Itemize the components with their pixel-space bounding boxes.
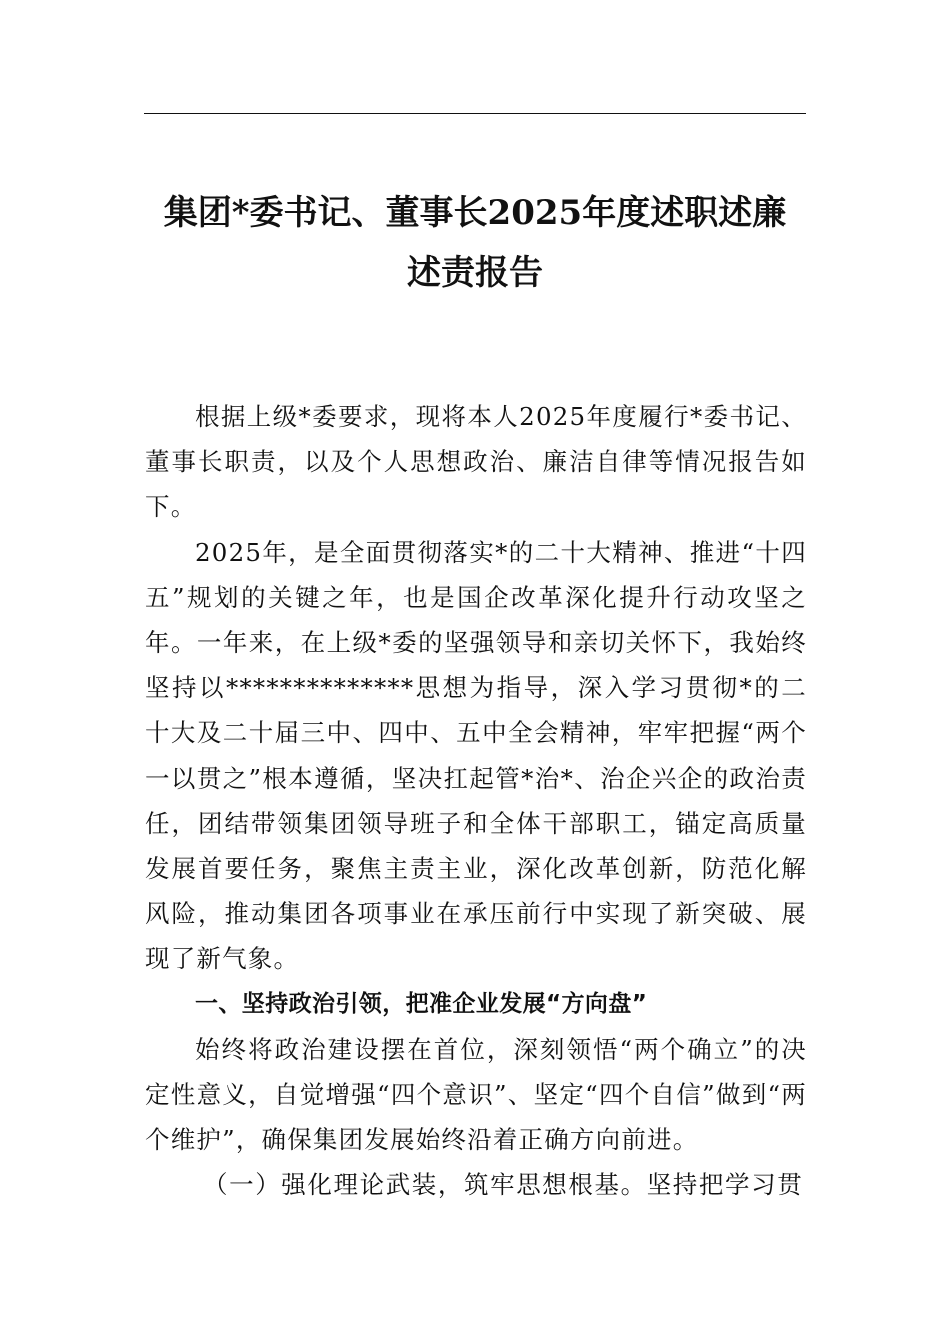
subsection-1-paragraph: （一）强化理论武装，筑牢思想根基。坚持把学习贯 [203,1170,804,1200]
document-title [144,183,806,303]
title-line-1: 集团*委书记、董事长2025年度述职述廉 [163,192,787,233]
document-body [145,394,807,1208]
intro-paragraph: 根据上级*委要求，现将本人2025年度履行*委书记、董事长职责，以及个人思想政治、廉洁自律等情况报告如下。 [145,402,807,522]
title-line-2: 述责报告 [407,252,543,293]
header-rule [144,113,806,114]
overview-paragraph: 2025年，是全面贯彻落实*的二十大精神、推进“十四五”规划的关键之年，也是国企改革深化提升行动攻坚之年。一年来，在上级*委的坚强领导和亲切关怀下，我始终坚持以**************思想为指导，深入学习贯彻*的二十大及二十届三中、四中、五中全会精神，牢牢把握“两个一以贯之”根本遵循，坚决扛起管*治*、治企兴企的政治责任，团结带领集团领导班子和全体干部职工，锚定高质量发展首要任务，聚焦主责主业，深化改革创新，防范化解风险，推动集团各项事业在承压前行中实现了新突破、展现了新气象。 [145,537,807,974]
section-1-paragraph: 始终将政治建设摆在首位，深刻领悟“两个确立”的决定性意义，自觉增强“四个意识”、坚定“四个自信”做到“两个维护”，确保集团发展始终沿着正确方向前进。 [145,1034,807,1155]
section-heading-1: 一、坚持政治引领，把准企业发展“方向盘” [195,990,648,1017]
